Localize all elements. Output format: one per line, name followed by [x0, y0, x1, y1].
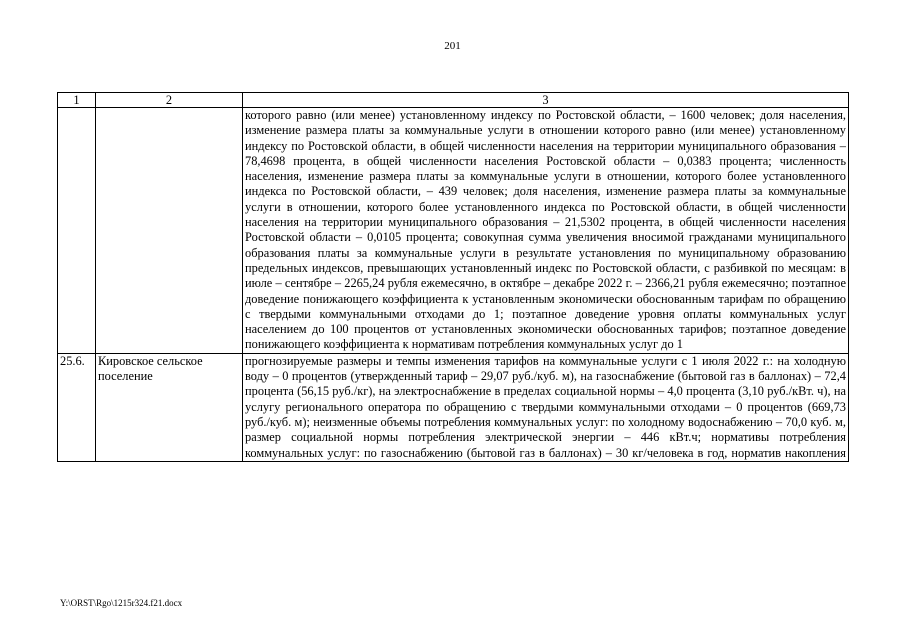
municipality-name-cell	[96, 108, 243, 354]
description-cell: которого равно (или менее) установленному индексу по Ростовской области, – 1600 человек; доля населения, изменение размера платы за коммунальные услуги в отношении которого равно (или менее) установленному индексу по Ростовской области, в общей численности населения на территории муниципального образования – 78,4698 процента, в общей численности населения Ростовской области – 0,0383 процента; численность населения, изменение размера платы за коммунальные услуги в отношении, которого более установленного индекса по Ростовской области, – 439 человек; доля населения, изменение размера платы за коммунальные услуги в отношении, которого более установленного индекса по Ростовской области, в общей численности населения на территории муниципального образования – 21,5302 процента, в общей численности населения Ростовской области – 0,0105 процента; совокупная сумма увеличения вносимой гражданами муниципального образования платы за коммунальные услуги в результате установления по муниципальному образованию предельных индексов, превышающих установленный индекс по Ростовской области, с разбивкой по месяцам: в июле – сентябре – 2265,24 рубля ежемесячно, в октябре – декабре 2022 г. – 2366,21 рубля ежемесячно; поэтапное доведение понижающего коэффициента к установленным экономически обоснованным тарифам по обращению с твердыми коммунальными отходами до 1; поэтапное доведение уровня оплаты коммунальных услуг населением до 100 процентов от установленных экономически обоснованных тарифов; поэтапное доведение понижающего коэффициента к нормативам потребления коммунальных услуг до 1	[243, 108, 849, 354]
file-path-footer: Y:\ORST\Rgo\1215r324.f21.docx	[60, 598, 183, 608]
row-number-cell	[58, 108, 96, 354]
description-cell: прогнозируемые размеры и темпы изменения тарифов на коммунальные услуги с 1 июля 2022 г.: на холодную воду – 0 процентов (утвержденный тариф – 29,07 руб./куб. м), на газоснабжение (бытовой газ в баллонах) – 72,4 процента (56,15 руб./кг), на электроснабжение в пределах социальной нормы – 4,0 процента (3,10 руб./кВт. ч), на услугу регионального оператора по обращению с твердыми коммунальными отходами – 0 процентов (669,73 руб./куб. м); неизменные объемы потребления коммунальных услуг: по холодному водоснабжению – 70,0 куб. м, размер социальной нормы потребления электрической энергии – 446 кВт.ч; нормативы потребления коммунальных услуг: по газоснабжению (бытовой газ в баллонах) – 30 кг/человека в год, норматив накопления	[243, 353, 849, 461]
municipality-name-cell: Кировское сельское поселение	[96, 353, 243, 461]
column-header-2: 2	[96, 93, 243, 108]
document-table	[57, 92, 849, 462]
column-header-1: 1	[58, 93, 96, 108]
table-row	[58, 353, 849, 461]
table-row	[58, 108, 849, 354]
row-number-cell: 25.6.	[58, 353, 96, 461]
column-header-3: 3	[243, 93, 849, 108]
table-header-row	[58, 93, 849, 108]
page-number: 201	[444, 40, 461, 52]
